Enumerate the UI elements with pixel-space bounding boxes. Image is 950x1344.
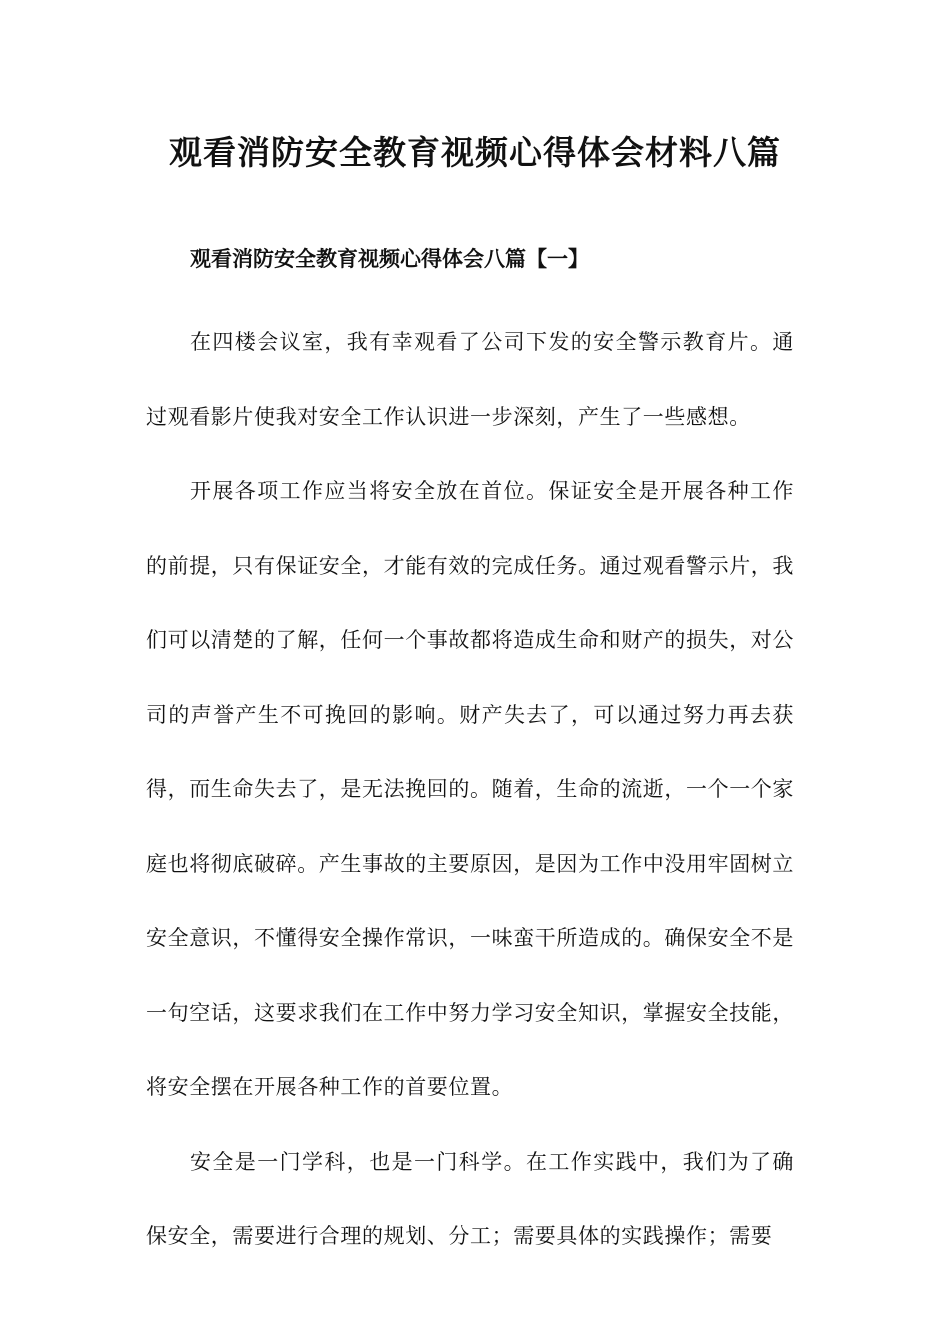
document-title: 观看消防安全教育视频心得体会材料八篇: [169, 133, 781, 172]
document-body: [146, 305, 794, 1274]
section-heading: 观看消防安全教育视频心得体会八篇【一】: [190, 247, 589, 271]
paragraph: 安全是一门学科，也是一门科学。在工作实践中，我们为了确保安全，需要进行合理的规划、分工；需要具体的实践操作；需要: [146, 1149, 794, 1248]
paragraph: 在四楼会议室，我有幸观看了公司下发的安全警示教育片。通过观看影片使我对安全工作认识进一步深刻，产生了一些感想。: [146, 330, 794, 429]
paragraph: 开展各项工作应当将安全放在首位。保证安全是开展各种工作的前提，只有保证安全，才能有效的完成任务。通过观看警示片，我们可以清楚的了解，任何一个事故都将造成生命和财产的损失，对公司的声誉产生不可挽回的影响。财产失去了，可以通过努力再去获得，而生命失去了，是无法挽回的。随着，生命的流逝，一个一个家庭也将彻底破碎。产生事故的主要原因，是因为工作中没用牢固树立安全意识，不懂得安全操作常识，一味蛮干所造成的。确保安全不是一句空话，这要求我们在工作中努力学习安全知识，掌握安全技能，将安全摆在开展各种工作的首要位置。: [146, 479, 794, 1099]
